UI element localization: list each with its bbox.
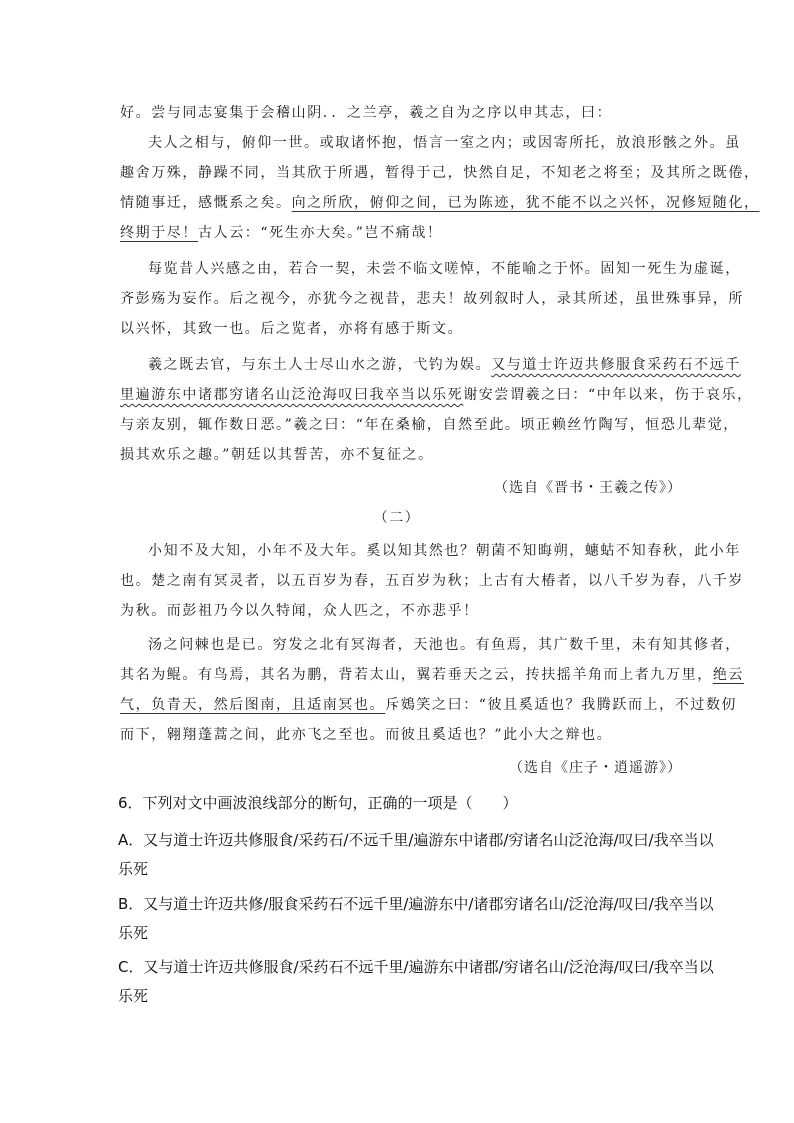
text-span: 齐彭殇为妄作。后之视今，亦犹今之视昔，悲夫！故列叙时人，录其所述，虽世殊事异，所 [120,291,744,307]
passage2-line [120,695,738,715]
option-a-line1[interactable]: A．又与道士许迈共修服食/采药石/不远千里/遍游东中诸郡/穷诸名山泛沧海/叹曰/我卒当以 [118,831,714,849]
passage2-line [148,635,741,655]
text-span: 为秋。而彭祖乃今以久特闻，众人匹之，不亦悲乎！ [120,603,479,619]
text-span: 夫人之相与，俯仰一世。或取诸怀抱，悟言一室之内；或因寄所托，放浪形骸之外。虽 [148,135,741,151]
underlined-text: 终期于尽！ [120,225,198,241]
wavy-underlined-text: 又与道士许迈共修服食采药石不远千 [491,357,741,373]
passage2-line [120,571,744,591]
text-span: 谢安尝谓羲之曰：“中年以来，伤于哀乐， [463,387,753,403]
passage1-line [120,445,680,465]
text-span: 趣舍万殊，静躁不同，当其欣于所遇，暂得于己，快然自足，不知老之将至；及其所之既倦， [120,165,760,181]
passage1-line [148,355,741,375]
option-c-line2[interactable]: 乐死 [118,987,149,1005]
text-span: 以兴怀，其致一也。后之览者，亦将有感于斯文。 [120,321,464,337]
passage1-line [120,163,760,183]
text-span: 也。楚之南有冥灵者，以五百岁为春，五百岁为秋；上古有大椿者，以八千岁为春，八千岁 [120,573,744,589]
passage1-line [120,223,680,243]
passage1-line [148,259,741,279]
option-a-line2[interactable]: 乐死 [118,860,149,878]
passage2-heading: （二） [373,510,421,526]
passage1-line [120,385,753,405]
text-span: 而下，翱翔蓬蒿之间，此亦飞之至也。而彼且奚适也？”此小大之辩也。 [120,727,613,743]
passage2-line [120,601,680,621]
option-b-line1[interactable]: B．又与道士许迈共修/服食采药石不远千里/遍游东中/诸郡穷诸名山/泛沧海/叹曰/我卒当以 [118,895,714,913]
text-span: 斥鴳笑之曰：“彼且奚适也？我腾跃而上，不过数仞 [385,697,738,713]
passage1-line [120,103,680,123]
question-stem: 6．下列对文中画波浪线部分的断句，正确的一项是（ ） [118,794,518,812]
underlined-text: 向之所欣，俯仰之间，已为陈迹，犹不能不以之兴怀，况修短随化， [291,195,760,211]
text-span: 羲之既去官，与东土人士尽山水之游，弋钓为娱。 [148,357,492,373]
passage1-source: （选自《晋书・王羲之传》） [494,480,682,496]
text-span: 好。尝与同志宴集于会稽山阴．．之兰亭，羲之自为之序以申其志，曰： [120,105,613,121]
passage1-line [120,193,760,213]
text-span: 汤之问棘也是已。穷发之北有冥海者，天池也。有鱼焉，其广数千里，未有知其修者， [148,637,741,653]
passage2-line [148,541,741,561]
text-span: 与亲友别，辄作数日恶。”羲之曰：“年在桑榆，自然至此。顷正赖丝竹陶写，恒恐儿辈觉， [120,417,739,433]
text-span: 损其欢乐之趣。”朝廷以其誓苦，亦不复征之。 [120,447,434,463]
text-span: 其名为鲲。有鸟焉，其名为鹏，背若太山，翼若垂天之云，抟扶摇羊角而上者九万里， [120,667,713,683]
option-c-line1[interactable]: C．又与道士许迈共修服食/采药石不远千里/遍游东中诸郡/穷诸名山/泛沧海/叹曰/我卒当以 [118,958,714,976]
text-span: 小知不及大知，小年不及大年。奚以知其然也？朝菌不知晦朔，蟪蛄不知春秋，此小年 [148,543,741,559]
passage1-line [148,133,741,153]
passage1-line [120,415,739,435]
option-b-line2[interactable]: 乐死 [118,924,149,942]
passage2-line [120,725,680,745]
passage1-line [120,319,680,339]
text-span: 每览昔人兴感之由，若合一契，未尝不临文嗟悼，不能喻之于怀。固知一死生为虚诞， [148,261,741,277]
text-span: 古人云：“死生亦大矣。”岂不痛哉！ [198,225,443,241]
passage2-source: （选自《庄子・逍遥游》） [509,760,682,776]
passage1-line [120,289,744,309]
underlined-text: 气，负青天，然后图南，且适南冥也。 [120,697,386,713]
wavy-underlined-text: 里遍游东中诸郡穷诸名山泛沧海叹曰我卒当以乐死 [120,387,464,403]
underlined-text: 绝云 [712,667,745,683]
passage2-line [120,665,745,685]
text-span: 情随事迁，感慨系之矣。 [120,195,292,211]
